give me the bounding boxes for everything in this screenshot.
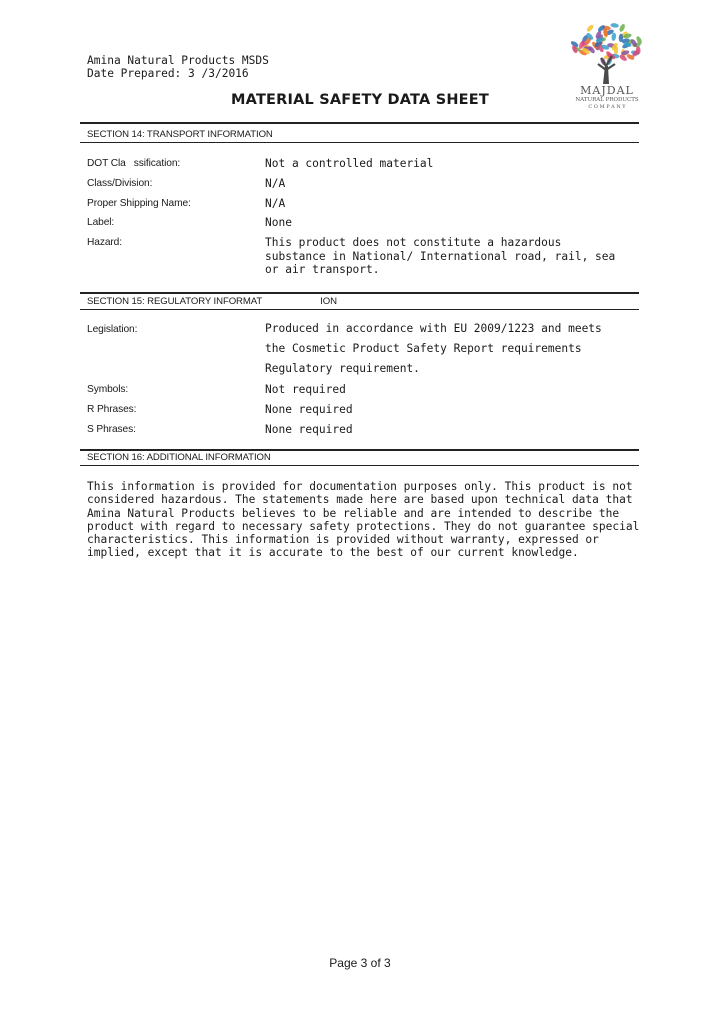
field-value-symbols: Not required [265,383,346,396]
field-label-hazard: Hazard: [87,237,122,248]
tree-icon [568,22,646,84]
field-label-s-phrases: S Phrases: [87,424,136,435]
section-divider [80,465,639,466]
field-value-s-phrases: None required [265,423,353,436]
field-value-r-phrases: None required [265,403,353,416]
section-14-heading: SECTION 14: TRANSPORT INFORMATION [87,129,273,140]
logo-company: C O M P A N Y [588,104,626,110]
logo-subtitle: NATURAL PRODUCTS [575,97,639,103]
logo-leaf [611,32,616,41]
field-value-label: None [265,216,292,229]
section-divider [80,449,639,451]
section-divider [80,309,639,310]
company-logo [568,22,646,122]
page-title: MATERIAL SAFETY DATA SHEET [231,92,489,108]
logo-name: MAJDAL [580,84,634,97]
field-value-hazard: This product does not constitute a hazardous substance in National/ International road, rail, sea or air transport. [265,236,616,276]
page-number: Page 3 of 3 [329,956,391,970]
field-value-shipping-name: N/A [265,197,286,210]
field-label-dot-classification: DOT Cla ssification: [87,158,181,169]
date-prepared: Date Prepared: 3 /3/2016 [87,67,249,80]
section-divider [80,122,639,124]
field-label-shipping-name: Proper Shipping Name: [87,198,191,209]
logo-leaf [618,23,626,32]
field-label-legislation: Legislation: [87,324,138,335]
field-value-legislation: Produced in accordance with EU 2009/1223 and meets the Cosmetic Product Safety Report requirements Regulatory requirement. [265,322,602,375]
field-value-class-division: N/A [265,177,286,190]
field-label-class-division: Class/Division: [87,178,153,189]
logo-leaf [586,24,595,33]
field-label-symbols: Symbols: [87,384,129,395]
section-15-heading: SECTION 15: REGULATORY INFORMAT ION [87,296,337,307]
logo-leaf [610,23,619,29]
document-name: Amina Natural Products MSDS [87,54,269,67]
field-label-r-phrases: R Phrases: [87,404,137,415]
section-divider [80,142,639,143]
field-label-label: Label: [87,217,115,228]
additional-info-paragraph: This information is provided for documentation purposes only. This product is not considered hazardous. The statements made here are based upon technical data that Amina Natural Products believes to be reliable and are intended to describe the product with regard to necessary safety protections. They do not guarantee special characteristics. This information is provided without warranty, expressed or implied, except that it is accurate to the best of our current knowledge. [87,480,640,560]
field-value-dot-classification: Not a controlled material [265,157,434,170]
section-16-heading: SECTION 16: ADDITIONAL INFORMATION [87,452,271,463]
section-divider [80,292,639,294]
